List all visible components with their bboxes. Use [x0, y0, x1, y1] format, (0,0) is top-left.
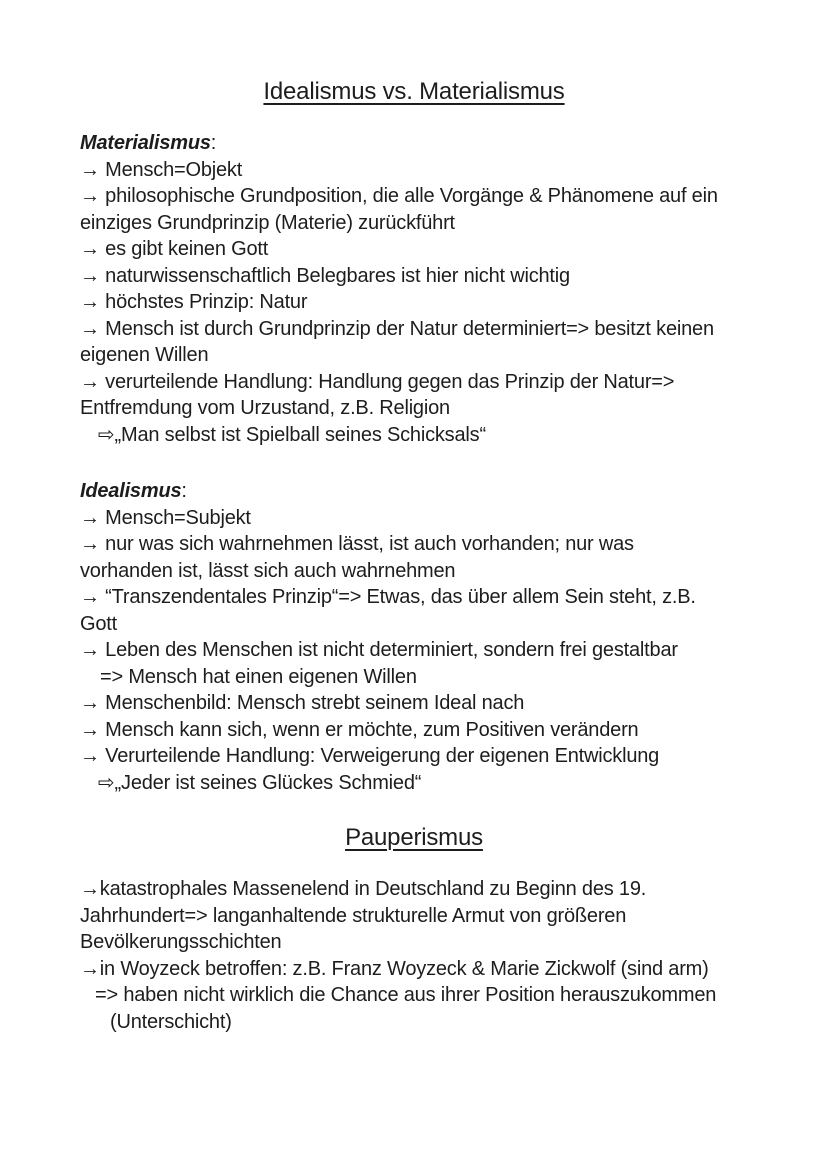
- section-pauperismus: [80, 876, 748, 1035]
- section-heading-text: Materialismus: [80, 132, 211, 154]
- note-line: → naturwissenschaftlich Belegbares ist hier nicht wichtig: [80, 264, 570, 287]
- note-line: → Mensch kann sich, wenn er möchte, zum Positiven verändern: [80, 718, 639, 741]
- note-line: Gott: [80, 612, 117, 635]
- note-line: → höchstes Prinzip: Natur: [80, 291, 308, 313]
- note-line: →in Woyzeck betroffen: z.B. Franz Woyzeck & Marie Zickwolf (sind arm): [80, 957, 709, 980]
- section-heading-suffix: :: [181, 480, 187, 502]
- note-line: →katastrophales Massenelend in Deutschland zu Beginn des 19.: [80, 878, 647, 900]
- section-heading-idealismus: [80, 478, 748, 505]
- note-line: → Menschenbild: Mensch strebt seinem Ideal nach: [80, 692, 525, 714]
- section-heading-materialismus: [80, 130, 748, 157]
- main-title-text: Idealismus vs. Materialismus: [263, 78, 565, 105]
- note-line: → Mensch=Objekt: [80, 158, 243, 181]
- note-line: einziges Grundprinzip (Materie) zurückführt: [80, 211, 455, 234]
- note-line: → verurteilende Handlung: Handlung gegen das Prinzip der Natur=>: [80, 370, 675, 393]
- note-line: Jahrhundert=> langanhaltende strukturelle Armut von größeren: [80, 904, 627, 927]
- note-line: => Mensch hat einen eigenen Willen: [100, 665, 417, 688]
- section-materialismus: [80, 130, 748, 448]
- note-line: eigenen Willen: [80, 344, 209, 366]
- note-line: Bevölkerungsschichten: [80, 931, 282, 953]
- note-line: vorhanden ist, lässt sich auch wahrnehmen: [80, 559, 456, 582]
- note-line: → Verurteilende Handlung: Verweigerung der eigenen Entwicklung: [80, 745, 660, 767]
- section-heading-text: Idealismus: [80, 480, 182, 502]
- note-line: → philosophische Grundposition, die alle Vorgänge & Phänomene auf ein: [80, 185, 718, 207]
- note-line: → Mensch ist durch Grundprinzip der Natur determiniert=> besitzt keinen: [80, 317, 714, 340]
- pauperismus-title-text: Pauperismus: [345, 824, 483, 851]
- pauperismus-title: [80, 826, 748, 850]
- note-line: ⇨„Jeder ist seines Glückes Schmied“: [98, 771, 422, 794]
- note-line: => haben nicht wirklich die Chance aus ihrer Position herauszukommen: [95, 984, 717, 1006]
- section-heading-suffix: :: [210, 132, 217, 154]
- note-line: → Leben des Menschen ist nicht determiniert, sondern frei gestaltbar: [80, 639, 678, 661]
- note-line: ⇨„Man selbst ist Spielball seines Schicksals“: [98, 423, 486, 446]
- note-line: → “Transzendentales Prinzip“=> Etwas, das über allem Sein steht, z.B.: [80, 586, 696, 608]
- note-line: → Mensch=Subjekt: [80, 506, 251, 529]
- note-line: (Unterschicht): [110, 1010, 232, 1033]
- note-line: → nur was sich wahrnehmen lässt, ist auch vorhanden; nur was: [80, 533, 634, 555]
- section-idealismus: [80, 478, 748, 796]
- note-line: → es gibt keinen Gott: [80, 238, 269, 260]
- note-line: Entfremdung vom Urzustand, z.B. Religion: [80, 397, 450, 419]
- main-title: [80, 80, 748, 104]
